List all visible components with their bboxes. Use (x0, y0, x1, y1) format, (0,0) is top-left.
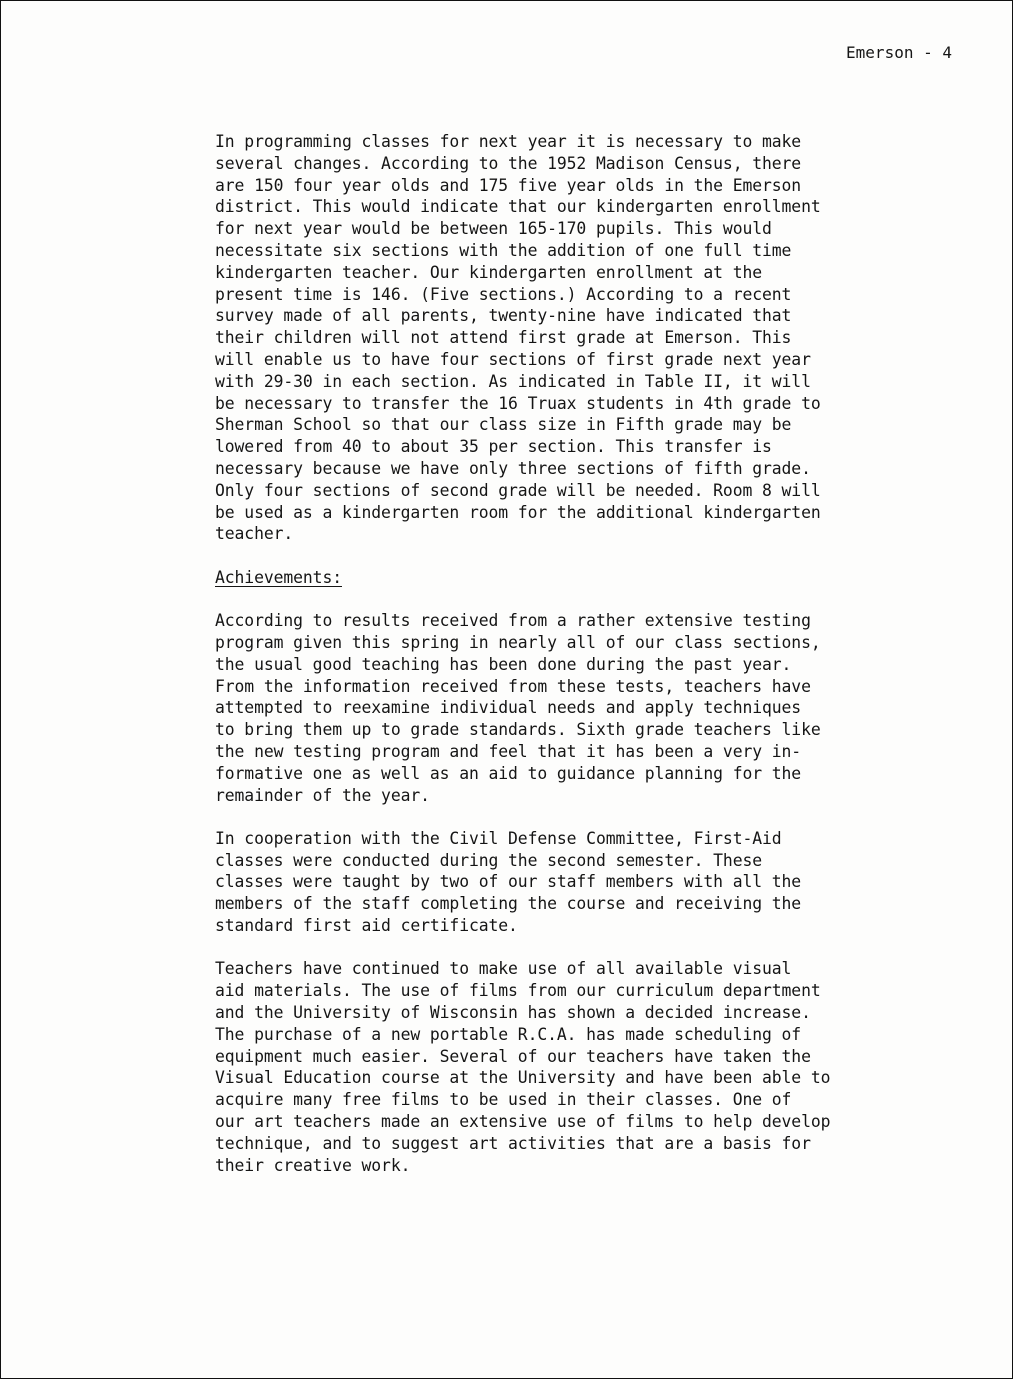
text-line: survey made of all parents, twenty-nine have indicated that (215, 306, 792, 326)
text-line: the new testing program and feel that it has been a very in- (215, 741, 802, 761)
text-line: attempted to reexamine individual needs and apply techniques (215, 698, 802, 718)
text-line: lowered from 40 to about 35 per section. This transfer is (215, 437, 772, 457)
text-line: Teachers have continued to make use of all available visual (215, 959, 792, 979)
text-line: Only four sections of second grade will be needed. Room 8 will (215, 480, 821, 500)
text-line: According to results received from a rather extensive testing (215, 611, 811, 631)
text-line: In programming classes for next year it is necessary to make (215, 132, 802, 151)
text-line: kindergarten teacher. Our kindergarten enrollment at the (215, 262, 763, 282)
text-line: The purchase of a new portable R.C.A. has made scheduling of (215, 1024, 802, 1044)
text-line: Sherman School so that our class size in Fifth grade may be (215, 415, 792, 435)
text-line: From the information received from these tests, teachers have (215, 676, 811, 696)
paragraph-programming-classes (215, 131, 915, 545)
text-line: Visual Education course at the University and have been able to (215, 1068, 831, 1088)
text-line: In cooperation with the Civil Defense Committee, First-Aid (215, 828, 782, 848)
document-body (215, 131, 915, 1176)
paragraph-first-aid (215, 828, 915, 937)
text-line: their children will not attend first grade at Emerson. This (215, 328, 792, 348)
text-line: for next year would be between 165-170 pupils. This would (215, 219, 772, 239)
text-line: technique, and to suggest art activities that are a basis for (215, 1133, 811, 1153)
text-line: present time is 146. (Five sections.) According to a recent (215, 284, 792, 304)
text-line: be used as a kindergarten room for the additional kindergarten (215, 502, 821, 522)
text-line: are 150 four year olds and 175 five year olds in the Emerson (215, 175, 802, 195)
text-line: classes were conducted during the second semester. These (215, 850, 763, 870)
text-line: classes were taught by two of our staff members with all the (215, 872, 802, 892)
text-line: their creative work. (215, 1155, 411, 1175)
paragraph-visual-aids (215, 958, 915, 1176)
paragraph-gap (215, 545, 915, 567)
achievements-section (215, 567, 915, 589)
text-line: and the University of Wisconsin has shown a decided increase. (215, 1003, 811, 1023)
text-line: teacher. (215, 524, 294, 544)
text-line: necessitate six sections with the addition of one full time (215, 240, 792, 260)
text-line: several changes. According to the 1952 Madison Census, there (215, 153, 802, 173)
text-line: with 29-30 in each section. As indicated in Table II, it will (215, 371, 811, 391)
text-line: formative one as well as an aid to guidance planning for the (215, 763, 802, 783)
text-line: our art teachers made an extensive use of films to help develop (215, 1112, 831, 1132)
paragraph-testing-program (215, 610, 915, 806)
text-line: the usual good teaching has been done during the past year. (215, 654, 792, 674)
text-line: aid materials. The use of films from our curriculum department (215, 981, 821, 1001)
text-line: standard first aid certificate. (215, 916, 518, 936)
text-line: remainder of the year. (215, 785, 430, 805)
paragraph-gap (215, 806, 915, 828)
paragraph-gap (215, 937, 915, 959)
text-line: equipment much easier. Several of our teachers have taken the (215, 1046, 811, 1066)
text-line: to bring them up to grade standards. Sixth grade teachers like (215, 720, 821, 740)
text-line: acquire many free films to be used in their classes. One of (215, 1090, 792, 1110)
achievements-heading: Achievements: (215, 567, 342, 587)
text-line: necessary because we have only three sections of fifth grade. (215, 458, 811, 478)
text-line: district. This would indicate that our kindergarten enrollment (215, 197, 821, 217)
paragraph-gap (215, 589, 915, 611)
text-line: members of the staff completing the course and receiving the (215, 894, 802, 914)
text-line: be necessary to transfer the 16 Truax students in 4th grade to (215, 393, 821, 413)
text-line: will enable us to have four sections of first grade next year (215, 349, 811, 369)
page-header: Emerson - 4 (846, 43, 952, 62)
text-line: program given this spring in nearly all of our class sections, (215, 632, 821, 652)
